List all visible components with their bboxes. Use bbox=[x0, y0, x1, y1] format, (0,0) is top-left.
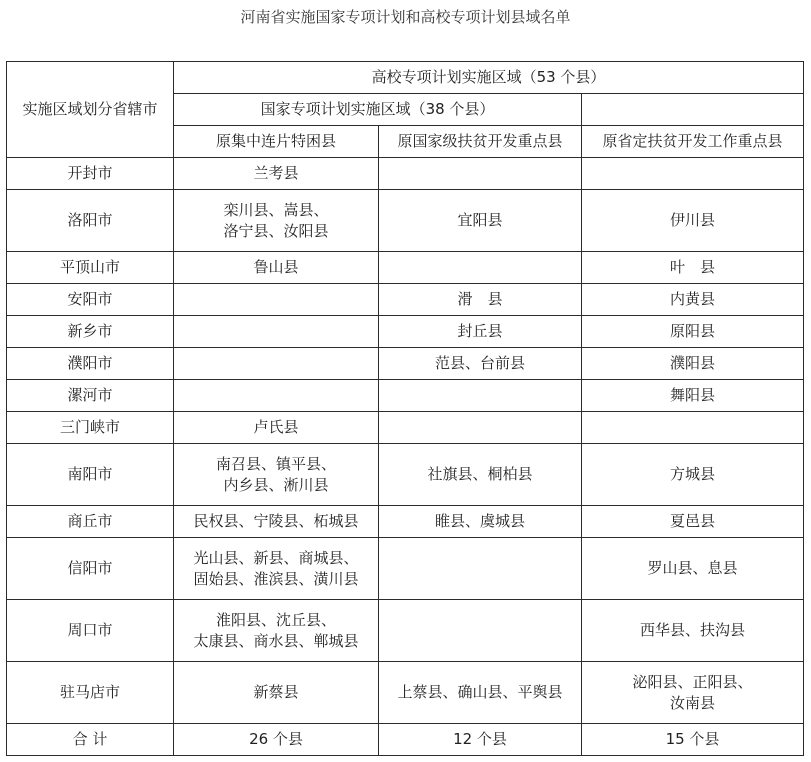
county-line: 睢县、虞城县 bbox=[434, 512, 525, 530]
cell-provincial bbox=[582, 190, 804, 252]
table-row bbox=[7, 662, 804, 724]
county-list-table bbox=[6, 61, 804, 756]
header-empty-cell bbox=[582, 94, 804, 126]
county-line: 固始县、淮滨县、潢川县 bbox=[193, 569, 359, 588]
cell-national bbox=[379, 158, 582, 190]
table-row bbox=[7, 600, 804, 662]
table-row bbox=[7, 538, 804, 600]
cell-contiguous bbox=[174, 284, 379, 316]
county-line: 民权县、宁陵县、柘城县 bbox=[193, 512, 359, 530]
cell-provincial bbox=[582, 600, 804, 662]
table-row bbox=[7, 348, 804, 380]
cell-provincial bbox=[582, 380, 804, 412]
cell-provincial bbox=[582, 444, 804, 506]
cell-provincial bbox=[582, 316, 804, 348]
cell-contiguous bbox=[174, 348, 379, 380]
cell-city: 漯河市 bbox=[7, 380, 174, 412]
county-line: 罗山县、息县 bbox=[647, 559, 738, 577]
table-row bbox=[7, 316, 804, 348]
county-line: 宜阳县 bbox=[457, 211, 503, 229]
cell-national bbox=[379, 316, 582, 348]
cell-national bbox=[379, 412, 582, 444]
cell-national bbox=[379, 662, 582, 724]
cell-contiguous bbox=[174, 158, 379, 190]
cell-national bbox=[379, 252, 582, 284]
county-line: 舞阳县 bbox=[669, 386, 715, 404]
county-line: 滑 县 bbox=[457, 290, 503, 308]
county-line: 汝南县 bbox=[669, 693, 715, 712]
county-line: 社旗县、桐柏县 bbox=[427, 465, 533, 483]
table-row bbox=[7, 506, 804, 538]
county-line: 卢氏县 bbox=[253, 418, 299, 436]
cell-contiguous bbox=[174, 600, 379, 662]
cell-contiguous bbox=[174, 444, 379, 506]
cell-city: 周口市 bbox=[7, 600, 174, 662]
cell-city: 平顶山市 bbox=[7, 252, 174, 284]
cell-contiguous bbox=[174, 190, 379, 252]
total-national: 12 个县 bbox=[379, 724, 582, 756]
document-title: 河南省实施国家专项计划和高校专项计划县域名单 bbox=[240, 8, 571, 26]
cell-national bbox=[379, 284, 582, 316]
county-line: 鲁山县 bbox=[253, 258, 299, 276]
county-line: 洛宁县、汝阳县 bbox=[223, 221, 329, 240]
table-row bbox=[7, 284, 804, 316]
cell-provincial bbox=[582, 662, 804, 724]
cell-city: 三门峡市 bbox=[7, 412, 174, 444]
table-row bbox=[7, 444, 804, 506]
county-line: 栾川县、嵩县、 bbox=[223, 200, 329, 219]
cell-national bbox=[379, 190, 582, 252]
cell-provincial bbox=[582, 506, 804, 538]
header-region-column: 实施区域划分省辖市 bbox=[7, 62, 174, 158]
cell-national bbox=[379, 506, 582, 538]
header-national-poverty: 原国家级扶贫开发重点县 bbox=[379, 126, 582, 158]
county-line: 叶 县 bbox=[669, 258, 715, 276]
cell-provincial bbox=[582, 252, 804, 284]
county-line: 濮阳县 bbox=[669, 354, 715, 372]
table-row bbox=[7, 158, 804, 190]
county-line: 伊川县 bbox=[669, 211, 715, 229]
totals-label: 合 计 bbox=[7, 724, 174, 756]
cell-national bbox=[379, 380, 582, 412]
cell-city: 商丘市 bbox=[7, 506, 174, 538]
cell-contiguous bbox=[174, 252, 379, 284]
cell-contiguous bbox=[174, 662, 379, 724]
county-line: 南召县、镇平县、 bbox=[215, 454, 336, 473]
cell-provincial bbox=[582, 412, 804, 444]
cell-city: 新乡市 bbox=[7, 316, 174, 348]
header-national-plan: 国家专项计划实施区域（38 个县） bbox=[174, 94, 582, 126]
header-provincial-poverty: 原省定扶贫开发工作重点县 bbox=[582, 126, 804, 158]
cell-provincial bbox=[582, 348, 804, 380]
county-line: 光山县、新县、商城县、 bbox=[193, 548, 359, 567]
header-contiguous-poverty: 原集中连片特困县 bbox=[174, 126, 379, 158]
cell-contiguous bbox=[174, 380, 379, 412]
cell-provincial bbox=[582, 158, 804, 190]
cell-national bbox=[379, 444, 582, 506]
cell-national bbox=[379, 600, 582, 662]
cell-provincial bbox=[582, 538, 804, 600]
header-row-higher-ed bbox=[7, 62, 804, 94]
total-contiguous: 26 个县 bbox=[174, 724, 379, 756]
county-line: 夏邑县 bbox=[669, 512, 715, 530]
county-line: 封丘县 bbox=[457, 322, 503, 340]
county-line: 兰考县 bbox=[253, 164, 299, 182]
cell-contiguous bbox=[174, 506, 379, 538]
header-higher-ed-plan: 高校专项计划实施区域（53 个县） bbox=[174, 62, 804, 94]
total-provincial: 15 个县 bbox=[582, 724, 804, 756]
table-row bbox=[7, 190, 804, 252]
cell-city: 濮阳市 bbox=[7, 348, 174, 380]
county-line: 方城县 bbox=[669, 465, 715, 483]
cell-contiguous bbox=[174, 412, 379, 444]
cell-city: 信阳市 bbox=[7, 538, 174, 600]
cell-city: 南阳市 bbox=[7, 444, 174, 506]
county-line: 新蔡县 bbox=[253, 683, 299, 701]
county-line: 上蔡县、确山县、平舆县 bbox=[397, 683, 563, 701]
cell-city: 开封市 bbox=[7, 158, 174, 190]
county-line: 内乡县、淅川县 bbox=[223, 475, 329, 494]
cell-national bbox=[379, 538, 582, 600]
totals-row bbox=[7, 724, 804, 756]
cell-provincial bbox=[582, 284, 804, 316]
county-line: 西华县、扶沟县 bbox=[639, 621, 745, 639]
cell-city: 驻马店市 bbox=[7, 662, 174, 724]
county-line: 内黄县 bbox=[669, 290, 715, 308]
cell-contiguous bbox=[174, 538, 379, 600]
county-line: 范县、台前县 bbox=[434, 354, 525, 372]
cell-city: 安阳市 bbox=[7, 284, 174, 316]
county-line: 泌阳县、正阳县、 bbox=[632, 672, 753, 691]
table-row bbox=[7, 380, 804, 412]
county-line: 太康县、商水县、郸城县 bbox=[193, 631, 359, 650]
cell-city: 洛阳市 bbox=[7, 190, 174, 252]
cell-contiguous bbox=[174, 316, 379, 348]
table-row bbox=[7, 252, 804, 284]
cell-national bbox=[379, 348, 582, 380]
table-row bbox=[7, 412, 804, 444]
county-line: 原阳县 bbox=[669, 322, 715, 340]
county-line: 淮阳县、沈丘县、 bbox=[215, 610, 336, 629]
